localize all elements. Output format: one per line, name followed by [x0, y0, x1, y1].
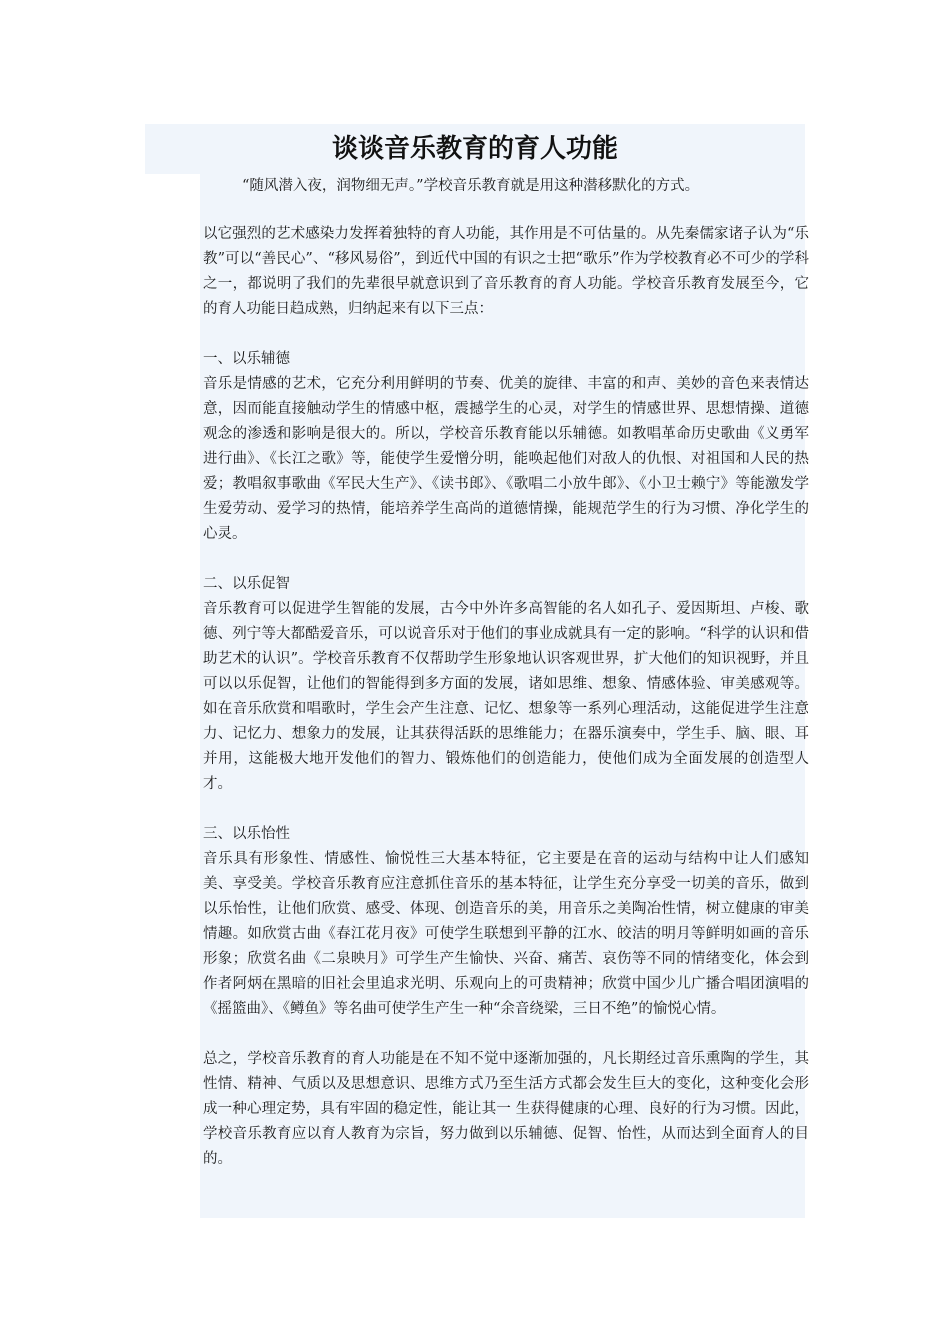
paragraph-gap [203, 1022, 809, 1047]
section-heading-3: 三、以乐怡性 [203, 826, 290, 842]
section-heading-1: 一、以乐辅德 [203, 351, 290, 367]
section-body-3: 音乐具有形象性、情感性、愉悦性三大基本特征，它主要是在音的运动与结构中让人们感知美、享受美。学校音乐教育应注意抓住音乐的基本特征，让学生充分享受一切美的音乐，做到以乐怡性，让他们欣赏、感受、体现、创造音乐的美，用音乐之美陶冶性情，树立健康的审美情趣。如欣赏古曲《春江花月夜》可使学生联想到平静的江水、皎洁的明月等鲜明如画的音乐形象；欣赏名曲《二泉映月》可学生产生愉快、兴奋、痛苦、哀伤等不同的情绪变化，体会到作者阿炳在黑暗的旧社会里追求光明、乐观向上的可贵精神；欣赏中国少儿广播合唱团演唱的《摇篮曲》、《鳟鱼》等名曲可使学生产生一种“余音绕梁，三日不绝”的愉悦心情。 [203, 851, 809, 1017]
paragraph-gap [203, 797, 809, 822]
section-body-1: 音乐是情感的艺术，它充分利用鲜明的节奏、优美的旋律、丰富的和声、美妙的音色来表情达意，因而能直接触动学生的情感中枢，震撼学生的心灵，对学生的情感世界、思想情操、道德观念的渗透和影响是很大的。所以，学校音乐教育能以乐辅德。如教唱革命历史歌曲《义勇军进行曲》、《长江之歌》等，能使学生爱憎分明，能唤起他们对敌人的仇恨、对祖国和人民的热爱；教唱叙事歌曲《军民大生产》、《读书郎》、《歌唱二小放牛郎》、《小卫士赖宁》等能激发学生爱劳动、爱学习的热情，能培养学生高尚的道德情操，能规范学生的行为习惯、净化学生的心灵。 [203, 376, 809, 542]
paragraph-gap [203, 322, 809, 347]
document-title: 谈谈音乐教育的育人功能 [331, 134, 618, 164]
section-heading-2: 二、以乐促智 [203, 576, 290, 592]
document-body [203, 222, 809, 1172]
conclusion-paragraph: 总之，学校音乐教育的育人功能是在不知不觉中逐渐加强的，凡长期经过音乐熏陶的学生，其性情、精神、气质以及思想意识、思维方式乃至生活方式都会发生巨大的变化，这种变化会形成一种心理定势，具有牢固的稳定性，能让其一 生获得健康的心理、良好的行为习惯。因此，学校音乐教育应以育人教育为宗旨，努力做到以乐辅德、促智、怡性，从而达到全面育人的目的。 [203, 1051, 809, 1167]
intro-line: “随风潜入夜，润物细无声。”学校音乐教育就是用这种潜移默化的方式。 [242, 178, 700, 194]
paragraph-gap [203, 547, 809, 572]
intro-paragraph: 以它强烈的艺术感染力发挥着独特的育人功能，其作用是不可估量的。从先秦儒家诸子认为“乐教”可以“善民心”、“移风易俗”，到近代中国的有识之士把“歌乐”作为学校教育必不可少的学科之一，都说明了我们的先辈很早就意识到了音乐教育的育人功能。学校音乐教育发展至今，它的育人功能日趋成熟，归纳起来有以下三点： [203, 226, 809, 317]
section-body-2: 音乐教育可以促进学生智能的发展，古今中外许多高智能的名人如孔子、爱因斯坦、卢梭、歌德、列宁等大都酷爱音乐，可以说音乐对于他们的事业成就具有一定的影响。“科学的认识和借助艺术的认识”。学校音乐教育不仅帮助学生形象地认识客观世界，扩大他们的知识视野，并且可以以乐促智，让他们的智能得到多方面的发展，诸如思维、想象、情感体验、审美感观等。如在音乐欣赏和唱歌时，学生会产生注意、记忆、想象等一系列心理活动，这能促进学生注意力、记忆力、想象力的发展，让其获得活跃的思维能力；在器乐演奏中，学生手、脑、眼、耳并用，这能极大地开发他们的智力、锻炼他们的创造能力，使他们成为全面发展的创造型人才。 [203, 601, 809, 792]
